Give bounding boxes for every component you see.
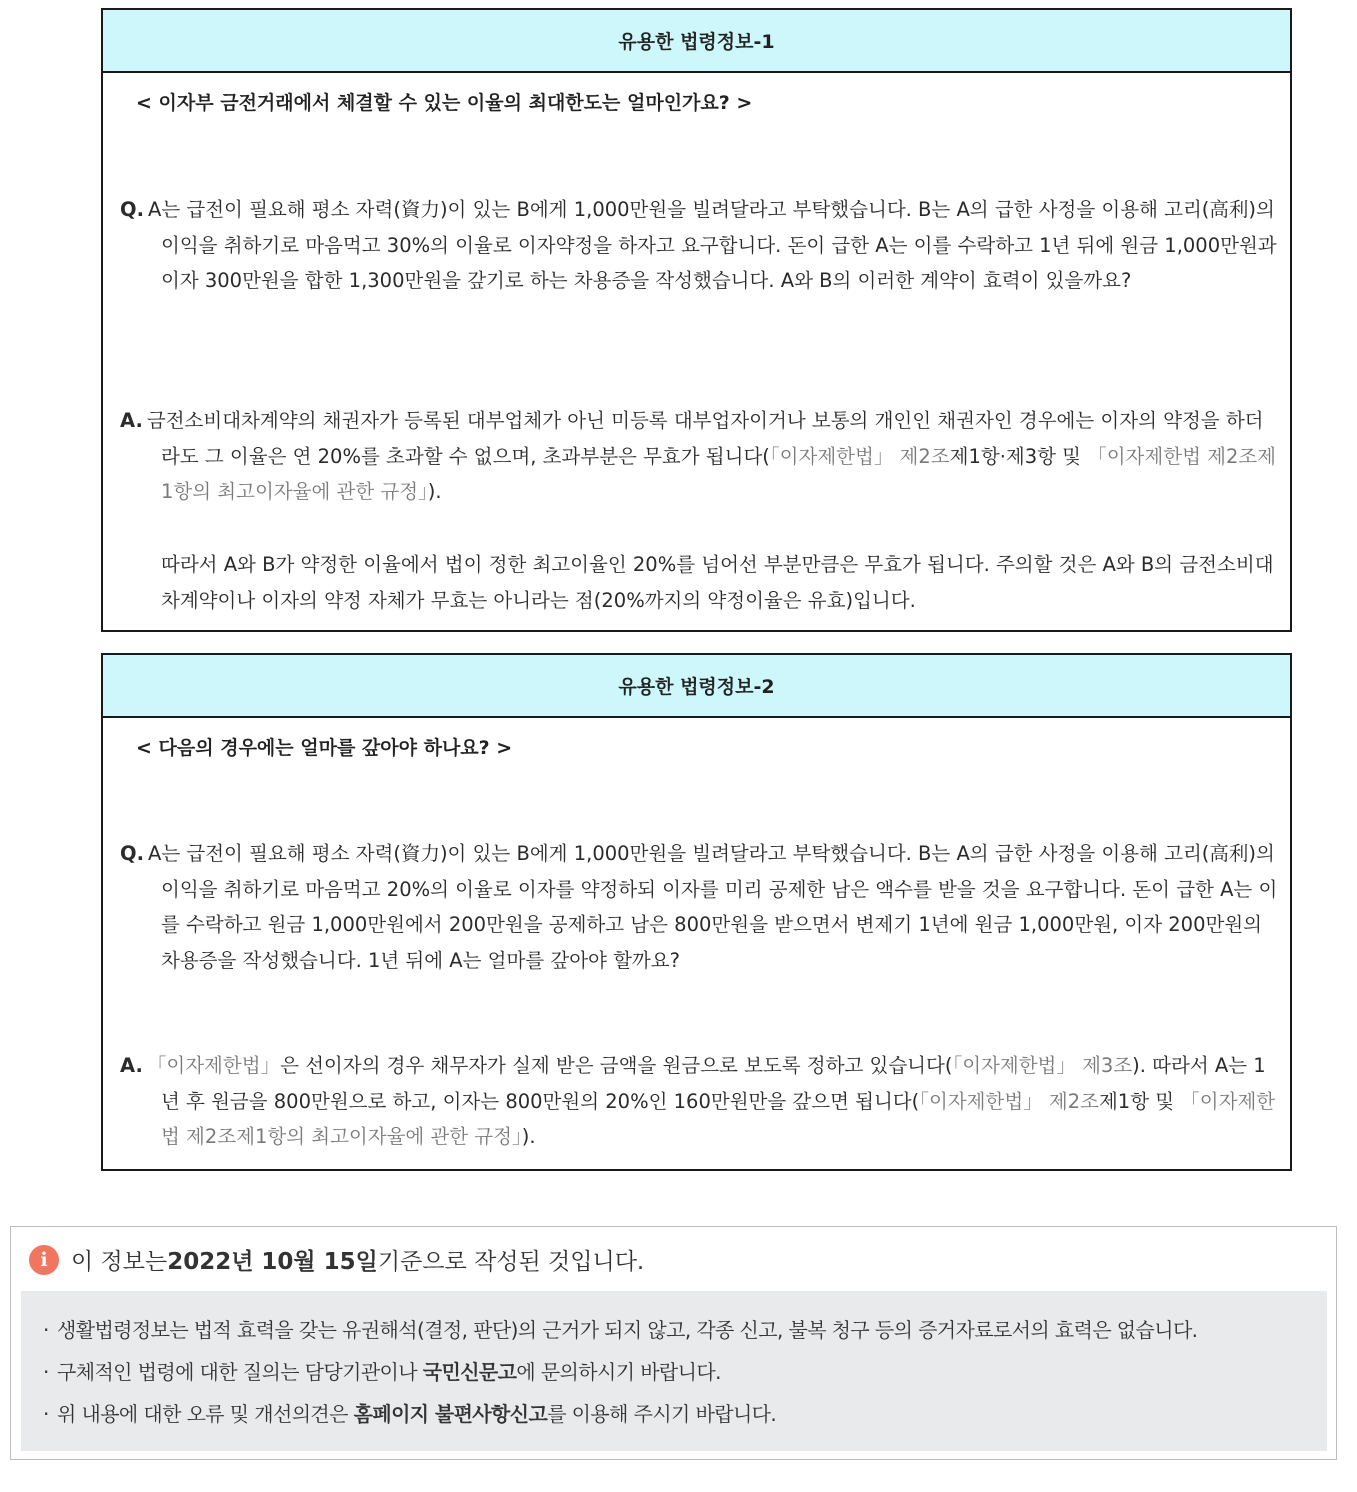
sinmungo-link[interactable]: 국민신문고 [422, 1360, 517, 1384]
question-text: A는 급전이 필요해 평소 자력(資力)이 있는 B에게 1,000만원을 빌려달라고 부탁했습니다. B는 A의 급한 사정을 이용해 고리(高利)의 이익을 취하기로 마음먹고 20%의 이율로 이자를 약정하되 이자를 미리 공제한 남은 액수를 받을 것을 요구합니다. 돈이 급한 A는 이를 수락하고 원금 1,000만원에서 200만원을 공제하고 남은 800만원을 받으면서 변제기 1년에 원금 1,000만원, 이자 200만원의 차용증을 작성했습니다. 1년 뒤에 A는 얼마를 갚아야 할까요? [148, 842, 1278, 972]
legal-info-box-2 [101, 653, 1292, 1171]
notice-box [10, 1226, 1337, 1460]
question-block [120, 836, 1282, 978]
bullet: · [43, 1318, 49, 1342]
question-text: A는 급전이 필요해 평소 자력(資力)이 있는 B에게 1,000만원을 빌려달라고 부탁했습니다. B는 A의 급한 사정을 이용해 고리(高利)의 이익을 취하기로 마음먹고 30%의 이율로 이자약정을 하자고 요구합니다. 돈이 급한 A는 이를 수락하고 1년 뒤에 원금 1,000만원과 이자 300만원을 합한 1,300만원을 갚기로 하는 차용증을 작성했습니다. A와 B의 이러한 계약이 효력이 있을까요? [148, 198, 1277, 292]
answer-text: ). [427, 480, 442, 503]
notice-title-prefix: 이 정보는 [71, 1249, 168, 1275]
legal-info-box-1 [101, 8, 1292, 632]
answer-text: 은 선이자의 경우 채무자가 실제 받은 금액을 원금으로 보도록 정하고 있습니다( [280, 1054, 953, 1077]
law-link[interactable]: 「이자제한법」 제3조 [952, 1054, 1133, 1077]
box-subtitle: < 이자부 금전거래에서 체결할 수 있는 이율의 최대한도는 얼마인가요? > [136, 92, 753, 114]
notice-item-text: 에 문의하시기 바랍니다. [516, 1360, 721, 1384]
box-title: 유용한 법령정보-2 [103, 655, 1290, 718]
answer-label: A. [120, 409, 143, 432]
notice-date: 2022년 10월 15일 [167, 1249, 378, 1275]
notice-item [43, 1393, 1327, 1435]
notice-item-text: 를 이용해 주시기 바랍니다. [547, 1402, 777, 1426]
regulation-link[interactable]: 「이자제한법 제2조제1항의 최고이자율에 관한 규정」 [161, 1089, 1276, 1148]
answer-text: ). 따라서 A는 1년 후 원금을 800만원으로 하고, 이자는 800만원의 20%인 160만원만을 갚으면 됩니다( [161, 1054, 1266, 1113]
answer-paragraph-2: 따라서 A와 B가 약정한 이율에서 법이 정한 최고이율인 20%를 넘어선 부분만큼은 무효가 됩니다. 주의할 것은 A와 B의 금전소비대차계약이나 이자의 약정 자체가 무효는 아니라는 점(20%까지의 약정이율은 유효)입니다. [161, 553, 1274, 612]
law-link[interactable]: 「이자제한법」 제2조 [769, 444, 950, 468]
bullet: · [43, 1360, 49, 1384]
answer-label: A. [120, 1054, 143, 1077]
box-title: 유용한 법령정보-1 [103, 10, 1290, 73]
answer-block [120, 1048, 1282, 1155]
answer-text: ). [521, 1125, 536, 1148]
notice-item-text: 구체적인 법령에 대한 질의는 담당기관이나 [57, 1360, 423, 1384]
box-subtitle: < 다음의 경우에는 얼마를 갚아야 하나요? > [136, 737, 513, 759]
answer-text: 금전소비대차계약의 채권자가 등록된 대부업체가 아닌 미등록 대부업자이거나 보통의 개인인 채권자인 경우에는 이자의 약정을 하더라도 그 이율은 연 20%를 초과할 수 없으며, 초과부분은 무효가 됩니다( [146, 409, 1264, 468]
answer-block [120, 403, 1282, 510]
notice-title [29, 1243, 644, 1276]
notice-item [43, 1351, 1327, 1393]
notice-item-text: 위 내용에 대한 오류 및 개선의견은 [57, 1402, 354, 1426]
question-block [120, 192, 1282, 299]
regulation-link[interactable]: 「이자제한법 제2조제1항의 최고이자율에 관한 규정」 [161, 444, 1277, 503]
question-label: Q. [120, 198, 144, 221]
law-link[interactable]: 「이자제한법」 [146, 1054, 281, 1077]
notice-item-text: 생활법령정보는 법적 효력을 갖는 유권해석(결정, 판단)의 근거가 되지 않고, 각종 신고, 불복 청구 등의 증거자료로서의 효력은 없습니다. [57, 1318, 1198, 1342]
law-link[interactable]: 「이자제한법」 제2조 [919, 1089, 1099, 1113]
answer-text: 제1항 및 [1098, 1089, 1181, 1113]
notice-title-suffix: 기준으로 작성된 것입니다. [377, 1249, 645, 1275]
complaint-report-link[interactable]: 홈페이지 불편사항신고 [353, 1402, 548, 1426]
bullet: · [43, 1402, 49, 1426]
notice-item [43, 1309, 1327, 1351]
question-label: Q. [120, 842, 144, 865]
answer-text: 제1항·제3항 및 [949, 444, 1088, 468]
info-icon: i [29, 1245, 59, 1275]
notice-list [21, 1291, 1327, 1451]
